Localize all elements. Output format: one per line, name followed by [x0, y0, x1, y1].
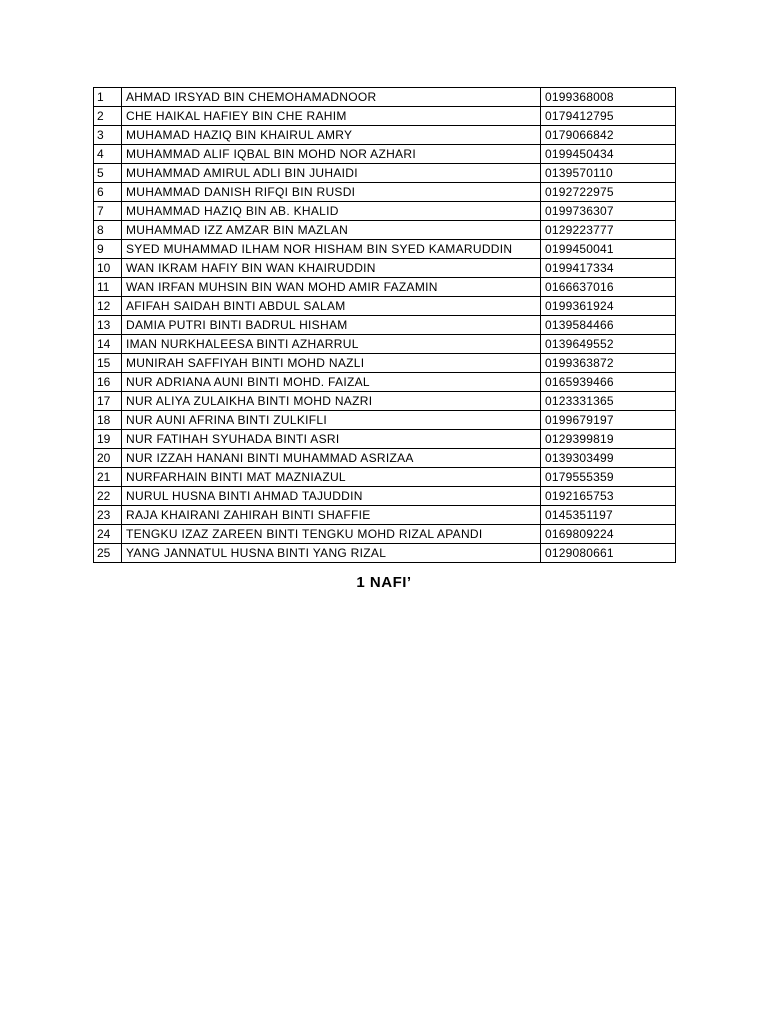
row-number: 2 — [94, 107, 122, 126]
table-row — [94, 392, 676, 411]
phone-number: 0139649552 — [541, 335, 676, 354]
row-number: 8 — [94, 221, 122, 240]
phone-number: 0139570110 — [541, 164, 676, 183]
table-row — [94, 88, 676, 107]
phone-number: 0166637016 — [541, 278, 676, 297]
student-name: CHE HAIKAL HAFIEY BIN CHE RAHIM — [122, 107, 541, 126]
row-number: 14 — [94, 335, 122, 354]
row-number: 4 — [94, 145, 122, 164]
row-number: 18 — [94, 411, 122, 430]
table-row — [94, 411, 676, 430]
student-name: MUNIRAH SAFFIYAH BINTI MOHD NAZLI — [122, 354, 541, 373]
row-number: 25 — [94, 544, 122, 563]
phone-number: 0199417334 — [541, 259, 676, 278]
student-name: NUR ALIYA ZULAIKHA BINTI MOHD NAZRI — [122, 392, 541, 411]
table-row — [94, 145, 676, 164]
phone-number: 0199450041 — [541, 240, 676, 259]
student-name: NUR AUNI AFRINA BINTI ZULKIFLI — [122, 411, 541, 430]
row-number: 16 — [94, 373, 122, 392]
student-name: RAJA KHAIRANI ZAHIRAH BINTI SHAFFIE — [122, 506, 541, 525]
student-name: MUHAMMAD AMIRUL ADLI BIN JUHAIDI — [122, 164, 541, 183]
table-row — [94, 544, 676, 563]
row-number: 3 — [94, 126, 122, 145]
row-number: 7 — [94, 202, 122, 221]
student-name: WAN IRFAN MUHSIN BIN WAN MOHD AMIR FAZAMIN — [122, 278, 541, 297]
row-number: 15 — [94, 354, 122, 373]
student-name: WAN IKRAM HAFIY BIN WAN KHAIRUDDIN — [122, 259, 541, 278]
student-name: MUHAMMAD DANISH RIFQI BIN RUSDI — [122, 183, 541, 202]
table-row — [94, 430, 676, 449]
row-number: 24 — [94, 525, 122, 544]
student-name: NURFARHAIN BINTI MAT MAZNIAZUL — [122, 468, 541, 487]
row-number: 12 — [94, 297, 122, 316]
student-table — [93, 87, 676, 563]
phone-number: 0192722975 — [541, 183, 676, 202]
table-row — [94, 373, 676, 392]
table-row — [94, 202, 676, 221]
student-name: AHMAD IRSYAD BIN CHEMOHAMADNOOR — [122, 88, 541, 107]
phone-number: 0123331365 — [541, 392, 676, 411]
table-row — [94, 259, 676, 278]
phone-number: 0199361924 — [541, 297, 676, 316]
student-name: MUHAMMAD HAZIQ BIN AB. KHALID — [122, 202, 541, 221]
phone-number: 0139303499 — [541, 449, 676, 468]
phone-number: 0139584466 — [541, 316, 676, 335]
table-row — [94, 240, 676, 259]
row-number: 10 — [94, 259, 122, 278]
table-row — [94, 107, 676, 126]
row-number: 22 — [94, 487, 122, 506]
phone-number: 0199363872 — [541, 354, 676, 373]
student-name: AFIFAH SAIDAH BINTI ABDUL SALAM — [122, 297, 541, 316]
phone-number: 0169809224 — [541, 525, 676, 544]
table-row — [94, 335, 676, 354]
table-row — [94, 354, 676, 373]
row-number: 21 — [94, 468, 122, 487]
phone-number: 0129223777 — [541, 221, 676, 240]
row-number: 6 — [94, 183, 122, 202]
student-name: NUR ADRIANA AUNI BINTI MOHD. FAIZAL — [122, 373, 541, 392]
table-row — [94, 221, 676, 240]
student-name: IMAN NURKHALEESA BINTI AZHARRUL — [122, 335, 541, 354]
row-number: 11 — [94, 278, 122, 297]
phone-number: 0199736307 — [541, 202, 676, 221]
row-number: 23 — [94, 506, 122, 525]
phone-number: 0179412795 — [541, 107, 676, 126]
phone-number: 0129399819 — [541, 430, 676, 449]
row-number: 19 — [94, 430, 122, 449]
student-table-body — [94, 88, 676, 563]
row-number: 1 — [94, 88, 122, 107]
phone-number: 0145351197 — [541, 506, 676, 525]
table-row — [94, 506, 676, 525]
student-name: MUHAMMAD ALIF IQBAL BIN MOHD NOR AZHARI — [122, 145, 541, 164]
student-name: YANG JANNATUL HUSNA BINTI YANG RIZAL — [122, 544, 541, 563]
phone-number: 0179066842 — [541, 126, 676, 145]
student-name: NUR FATIHAH SYUHADA BINTI ASRI — [122, 430, 541, 449]
table-row — [94, 487, 676, 506]
table-row — [94, 278, 676, 297]
table-row — [94, 449, 676, 468]
phone-number: 0199450434 — [541, 145, 676, 164]
phone-number: 0179555359 — [541, 468, 676, 487]
phone-number: 0199368008 — [541, 88, 676, 107]
table-row — [94, 164, 676, 183]
student-name: DAMIA PUTRI BINTI BADRUL HISHAM — [122, 316, 541, 335]
table-row — [94, 468, 676, 487]
student-name: NUR IZZAH HANANI BINTI MUHAMMAD ASRIZAA — [122, 449, 541, 468]
table-row — [94, 183, 676, 202]
row-number: 13 — [94, 316, 122, 335]
table-row — [94, 316, 676, 335]
student-name: SYED MUHAMMAD ILHAM NOR HISHAM BIN SYED KAMARUDDIN — [122, 240, 541, 259]
table-row — [94, 297, 676, 316]
row-number: 20 — [94, 449, 122, 468]
student-name: MUHAMMAD IZZ AMZAR BIN MAZLAN — [122, 221, 541, 240]
student-name: NURUL HUSNA BINTI AHMAD TAJUDDIN — [122, 487, 541, 506]
student-name: TENGKU IZAZ ZAREEN BINTI TENGKU MOHD RIZAL APANDI — [122, 525, 541, 544]
phone-number: 0192165753 — [541, 487, 676, 506]
row-number: 9 — [94, 240, 122, 259]
table-row — [94, 525, 676, 544]
student-name: MUHAMAD HAZIQ BIN KHAIRUL AMRY — [122, 126, 541, 145]
row-number: 17 — [94, 392, 122, 411]
table-row — [94, 126, 676, 145]
phone-number: 0165939466 — [541, 373, 676, 392]
phone-number: 0129080661 — [541, 544, 676, 563]
phone-number: 0199679197 — [541, 411, 676, 430]
row-number: 5 — [94, 164, 122, 183]
class-title: 1 NAFI’ — [356, 574, 412, 591]
